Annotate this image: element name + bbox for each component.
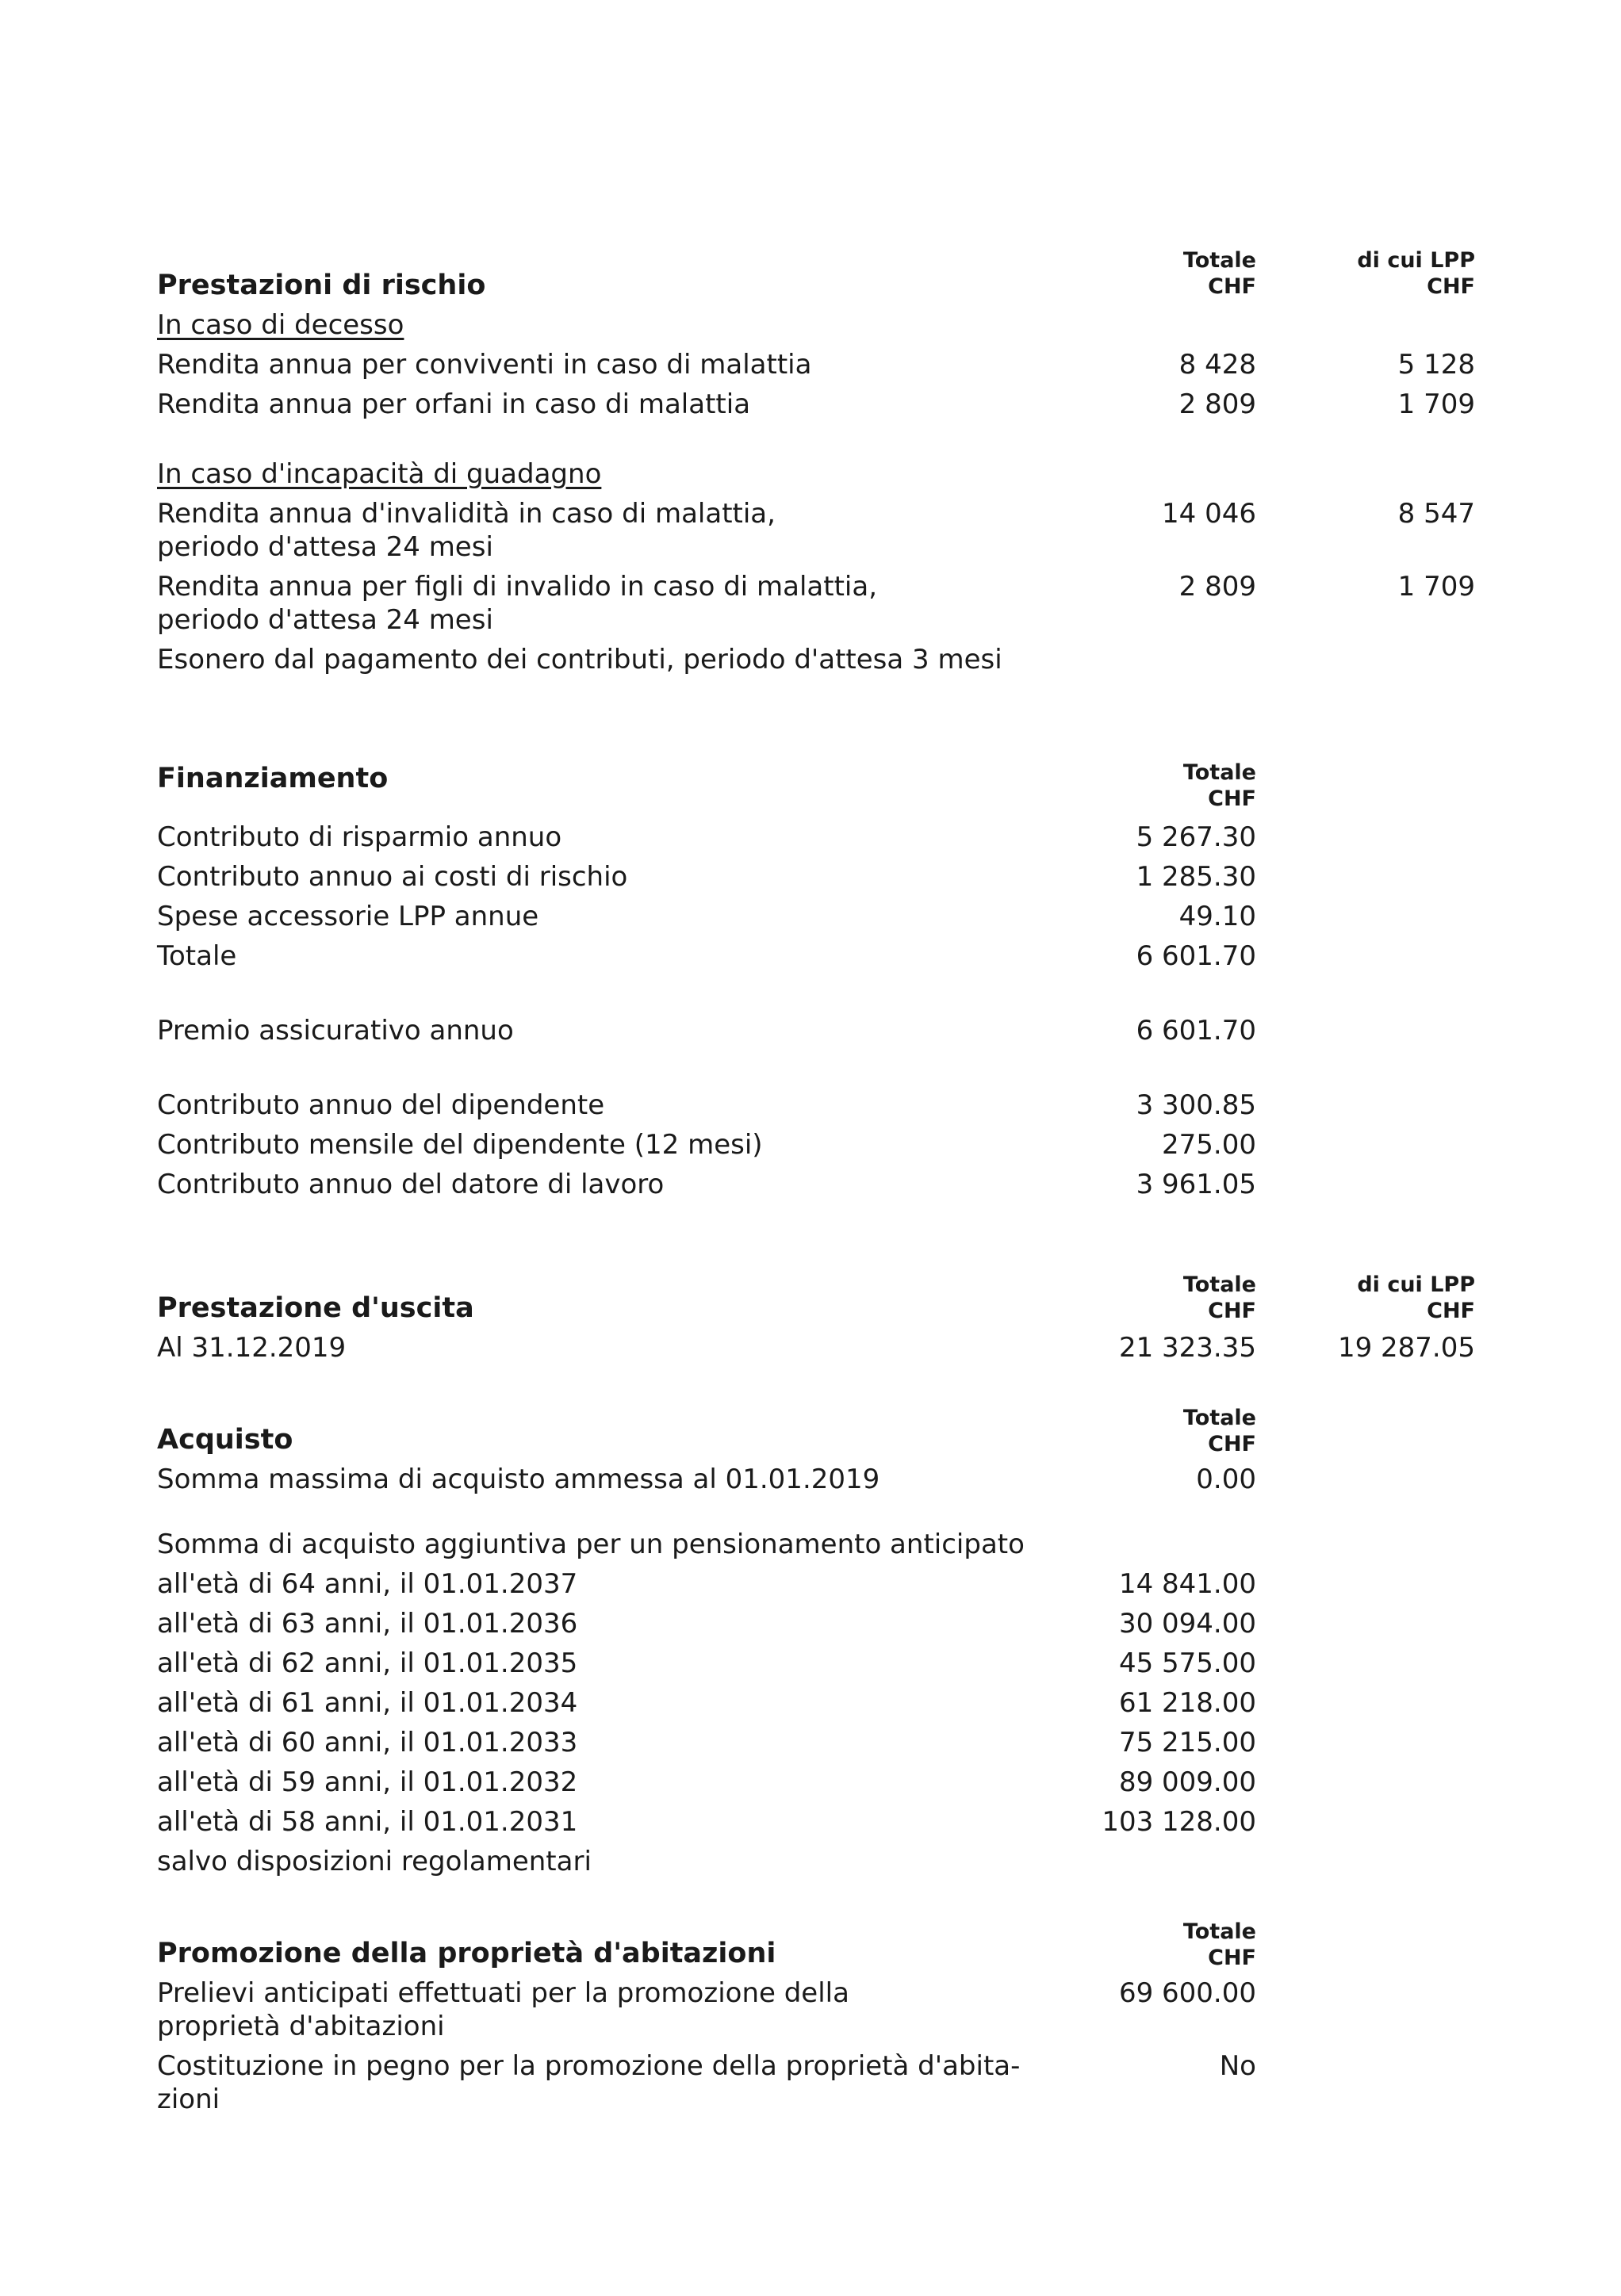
row-lpp: 1 709 [1397, 571, 1475, 603]
col-header-unit: CHF [1427, 1299, 1475, 1323]
row-total: 14 046 [1162, 498, 1256, 530]
row-total: 21 323.35 [1118, 1332, 1256, 1364]
row-label: Rendita annua per orfani in caso di malattia [157, 388, 751, 420]
row-total: 2 809 [1178, 388, 1256, 420]
section-title-rischio: Prestazioni di rischio [157, 270, 486, 301]
col-header-unit: CHF [1208, 1432, 1256, 1456]
row-lpp: 19 287.05 [1337, 1332, 1475, 1364]
row-total: 2 809 [1178, 571, 1256, 603]
section-title-acquisto: Acquisto [157, 1424, 293, 1456]
col-header-totale [1183, 760, 1256, 812]
row-total: 49.10 [1178, 901, 1256, 932]
col-header-unit: CHF [1208, 1946, 1256, 1970]
row-label: all'età di 60 anni, il 01.01.2033 [157, 1727, 578, 1758]
row-label: Rendita annua d'invalidità in caso di malattia, [157, 498, 776, 530]
row-label-continued: periodo d'attesa 24 mesi [157, 604, 493, 636]
row-label: Spese accessorie LPP annue [157, 901, 539, 932]
row-label: Totale [157, 940, 237, 972]
row-total: 45 575.00 [1118, 1647, 1256, 1679]
col-header-totale [1183, 247, 1256, 300]
aggiuntiva-label: Somma di acquisto aggiuntiva per un pensionamento anticipato [157, 1529, 1025, 1560]
esonero-text: Esonero dal pagamento dei contributi, periodo d'attesa 3 mesi [157, 644, 1002, 675]
row-total: 5 267.30 [1136, 821, 1256, 853]
col-header-unit: CHF [1427, 274, 1475, 299]
col-header-label: Totale [1182, 1406, 1256, 1430]
col-header-label: Totale [1182, 1272, 1256, 1297]
row-total: 14 841.00 [1118, 1568, 1256, 1600]
row-label-continued: periodo d'attesa 24 mesi [157, 531, 493, 563]
row-label: Prelievi anticipati effettuati per la promozione della [157, 1977, 849, 2009]
subtitle-incapacita: In caso d'incapacità di guadagno [157, 458, 602, 490]
row-label: all'età di 62 anni, il 01.01.2035 [157, 1647, 578, 1679]
row-total: 1 285.30 [1136, 861, 1256, 893]
row-total: 0.00 [1196, 1464, 1256, 1495]
section-title-promozione: Promozione della proprietà d'abitazioni [157, 1938, 776, 1969]
row-total: 69 600.00 [1118, 1977, 1256, 2009]
col-header-label: Totale [1182, 248, 1256, 273]
row-total: 30 094.00 [1118, 1608, 1256, 1640]
row-label: Costituzione in pegno per la promozione della proprietà d'abita- [157, 2050, 1021, 2082]
row-total: No [1219, 2050, 1256, 2082]
col-header-totale [1183, 1272, 1256, 1324]
row-label: Rendita annua per conviventi in caso di malattia [157, 349, 812, 381]
row-label: Contributo mensile del dipendente (12 mesi) [157, 1129, 763, 1161]
section-title-uscita: Prestazione d'uscita [157, 1292, 474, 1324]
row-total: 6 601.70 [1136, 1015, 1256, 1047]
row-label-continued: proprietà d'abitazioni [157, 2011, 445, 2042]
row-label: Contributo di risparmio annuo [157, 821, 562, 853]
row-label: Al 31.12.2019 [157, 1332, 347, 1364]
row-total: 3 300.85 [1136, 1089, 1256, 1121]
row-total: 275.00 [1162, 1129, 1256, 1161]
row-label: all'età di 59 anni, il 01.01.2032 [157, 1766, 578, 1798]
col-header-unit: CHF [1208, 786, 1256, 811]
row-total: 6 601.70 [1136, 940, 1256, 972]
col-header-label: Totale [1182, 1919, 1256, 1944]
col-header-unit: CHF [1208, 274, 1256, 299]
row-lpp: 1 709 [1397, 388, 1475, 420]
col-header-totale [1183, 1919, 1256, 1971]
row-label: all'età di 58 anni, il 01.01.2031 [157, 1806, 578, 1838]
row-label-continued: zioni [157, 2084, 220, 2115]
row-label: all'età di 64 anni, il 01.01.2037 [157, 1568, 578, 1600]
col-header-unit: CHF [1208, 1299, 1256, 1323]
col-header-label: di cui LPP [1357, 248, 1475, 273]
col-header-di-cui-lpp [1357, 1272, 1475, 1324]
row-label: Contributo annuo ai costi di rischio [157, 861, 628, 893]
row-label: all'età di 63 anni, il 01.01.2036 [157, 1608, 578, 1640]
row-label: Somma massima di acquisto ammessa al 01.01.2019 [157, 1464, 880, 1495]
row-total: 103 128.00 [1102, 1806, 1256, 1838]
acquisto-note: salvo disposizioni regolamentari [157, 1846, 592, 1877]
row-total: 8 428 [1178, 349, 1256, 381]
section-title-finanziamento: Finanziamento [157, 763, 389, 794]
row-label: Rendita annua per figli di invalido in caso di malattia, [157, 571, 878, 603]
row-label: all'età di 61 anni, il 01.01.2034 [157, 1687, 578, 1719]
subtitle-decesso: In caso di decesso [157, 309, 404, 341]
col-header-label: di cui LPP [1357, 1272, 1475, 1297]
row-total: 3 961.05 [1136, 1169, 1256, 1200]
col-header-label: Totale [1182, 760, 1256, 785]
row-label: Contributo annuo del dipendente [157, 1089, 605, 1121]
col-header-di-cui-lpp [1357, 247, 1475, 300]
row-label: Premio assicurativo annuo [157, 1015, 514, 1047]
row-label: Contributo annuo del datore di lavoro [157, 1169, 665, 1200]
row-total: 75 215.00 [1118, 1727, 1256, 1758]
row-total: 61 218.00 [1118, 1687, 1256, 1719]
row-lpp: 8 547 [1397, 498, 1475, 530]
row-total: 89 009.00 [1118, 1766, 1256, 1798]
col-header-totale [1183, 1405, 1256, 1457]
row-lpp: 5 128 [1397, 349, 1475, 381]
